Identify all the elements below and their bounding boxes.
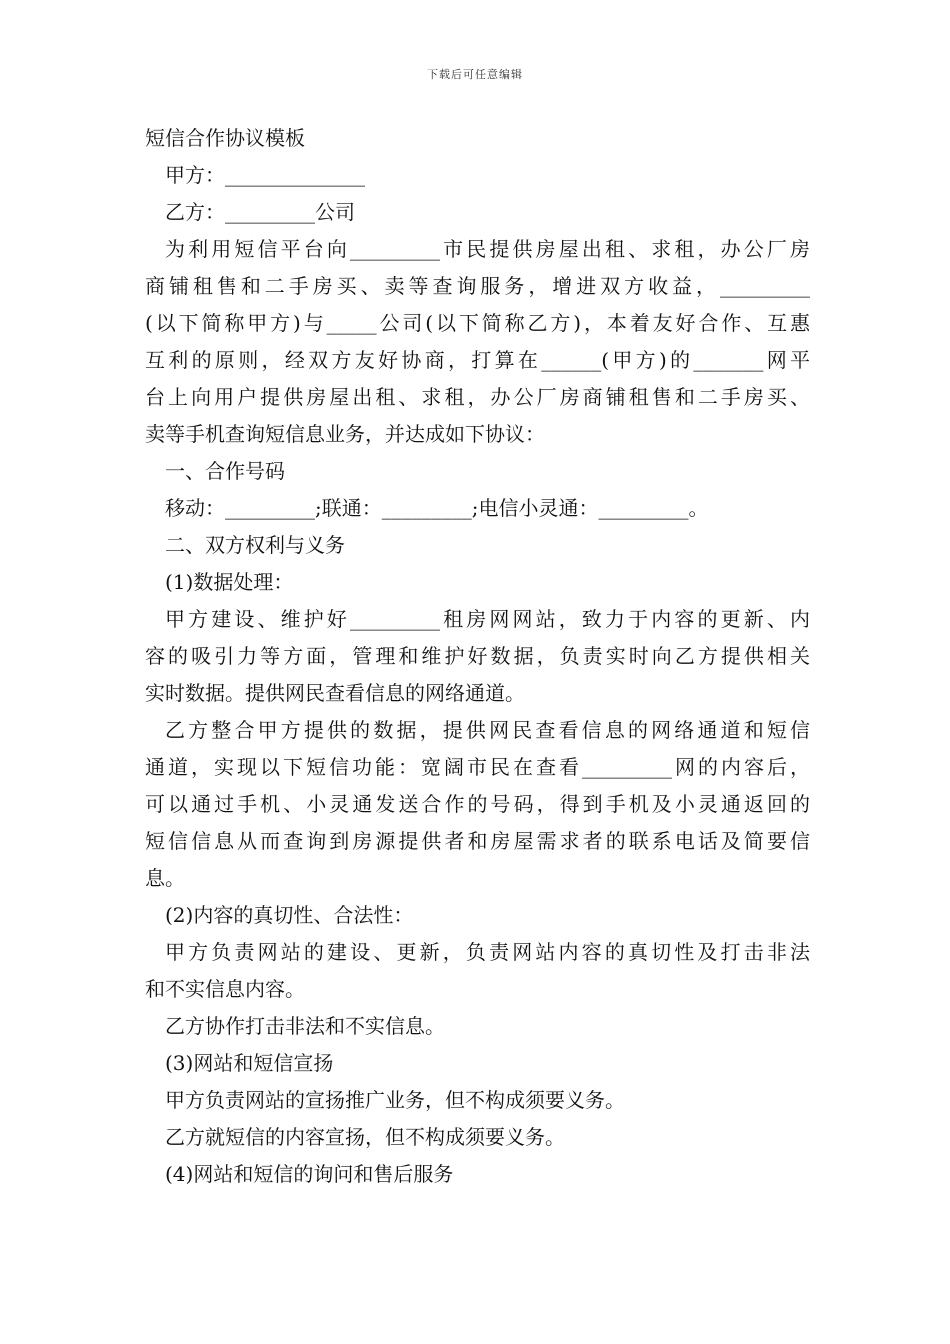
subsection-heading: (4)网站和短信的询问和售后服务 bbox=[165, 1162, 454, 1186]
paragraph-line: 为利用短信平台向_________市民提供房屋出租、求租，办公厂房 bbox=[165, 237, 810, 261]
paragraph-line: 乙方整合甲方提供的数据，提供网民查看信息的网络通道和短信 bbox=[165, 718, 810, 742]
document-body bbox=[145, 120, 810, 1193]
paragraph-line: 可以通过手机、小灵通发送合作的号码，得到手机及小灵通返回的 bbox=[145, 792, 810, 816]
section-heading: 一、合作号码 bbox=[165, 459, 285, 483]
paragraph-line: 甲方负责网站的建设、更新，负责网站内容的真切性及打击非法 bbox=[165, 940, 810, 964]
paragraph-line: 容的吸引力等方面，管理和维护好数据，负责实时向乙方提供相关 bbox=[145, 644, 810, 668]
paragraph-line: 甲方建设、维护好_________租房网网站，致力于内容的更新、内 bbox=[165, 607, 810, 631]
paragraph-line: 乙方就短信的内容宣扬，但不构成须要义务。 bbox=[165, 1125, 565, 1149]
paragraph-line: 乙方协作打击非法和不实信息。 bbox=[165, 1014, 445, 1038]
paragraph-line: 短信信息从而查询到房源提供者和房屋需求者的联系电话及简要信 bbox=[145, 829, 810, 853]
paragraph-line: 实时数据。提供网民查看信息的网络通道。 bbox=[145, 681, 525, 705]
paragraph-line: 和不实信息内容。 bbox=[145, 977, 305, 1001]
party-a-line: 甲方：______________ bbox=[165, 163, 365, 187]
paragraph-line: (以下简称甲方)与_____公司(以下简称乙方)，本着友好合作、互惠 bbox=[145, 311, 810, 335]
section-heading: 二、双方权利与义务 bbox=[165, 533, 345, 557]
paragraph-line: 息。 bbox=[145, 866, 185, 890]
paragraph-line: 卖等手机查询短信息业务，并达成如下协议： bbox=[145, 422, 545, 446]
paragraph-line: 通道，实现以下短信功能：宽阔市民在查看_________网的内容后， bbox=[145, 755, 810, 779]
paragraph-line: 互利的原则，经双方友好协商，打算在______(甲方)的_______网平 bbox=[145, 348, 810, 372]
contact-numbers-line: 移动：_________;联通：_________;电信小灵通：_________。 bbox=[165, 496, 709, 520]
header-note: 下载后可任意编辑 bbox=[427, 68, 523, 81]
paragraph-line: 商铺租售和二手房买、卖等查询服务，增进双方收益，_________ bbox=[145, 274, 810, 298]
party-b-line: 乙方：_________公司 bbox=[165, 200, 355, 224]
subsection-heading: (3)网站和短信宣扬 bbox=[165, 1051, 334, 1075]
subsection-heading: (1)数据处理： bbox=[165, 570, 294, 594]
paragraph-line: 台上向用户提供房屋出租、求租，办公厂房商铺租售和二手房买、 bbox=[145, 385, 810, 409]
paragraph-line: 甲方负责网站的宣扬推广业务，但不构成须要义务。 bbox=[165, 1088, 625, 1112]
subsection-heading: (2)内容的真切性、合法性： bbox=[165, 903, 414, 927]
document-title: 短信合作协议模板 bbox=[145, 126, 305, 150]
